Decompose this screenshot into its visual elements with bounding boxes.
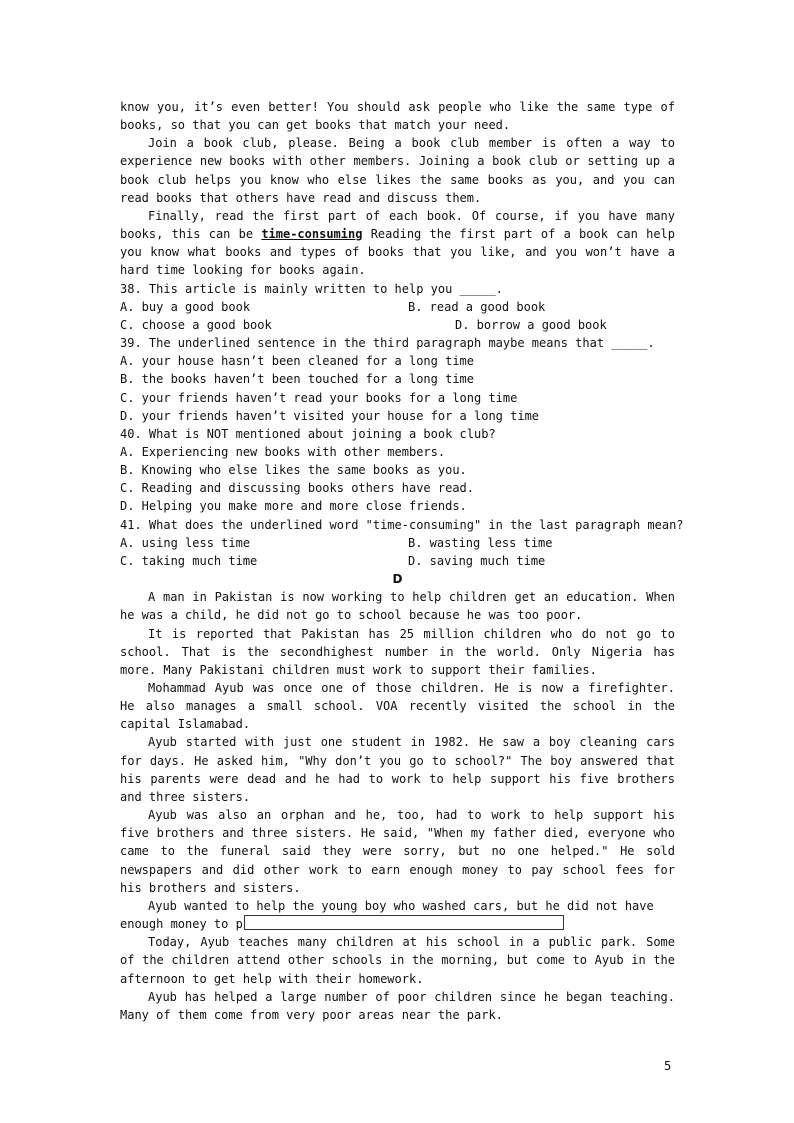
option-c: C. choose a good book [120, 317, 272, 332]
underlined-word: time-consuming [261, 227, 363, 242]
paragraph-text: Reading the first part of a book can help you know what books and types of books that you like, and you won’t have a hard time looking for books again. [120, 227, 675, 278]
passage-d-paragraph: Ayub was also an orphan and he, too, had to work to help support his five brothers and three sisters. He said, "When my father died, everyone who came to the funeral said they were sorry, but no one helped." He sold newspapers and did other work to earn enough money to pay school fees for his brothers and sisters. [120, 808, 675, 895]
option-row [120, 316, 675, 334]
passage-c-paragraph: know you, it’s even better! You should ask people who like the same type of books, so that you can get books that match your need. [120, 100, 675, 133]
passage-heading: D [392, 572, 403, 587]
question-stem: 41. What does the underlined word "time-consuming" in the last paragraph mean? [120, 517, 684, 532]
option-row [120, 534, 675, 552]
option-b: B. read a good book [408, 299, 546, 314]
option-d: D. borrow a good book [455, 317, 607, 332]
paragraph-text: Finally, read the first part of each book. Of course, if you have many books, this can be [120, 208, 675, 242]
passage-d-paragraph: Ayub has helped a large number of poor children since he began teaching. Many of them come from very poor areas near the park. [120, 989, 675, 1022]
passage-d-paragraph: Today, Ayub teaches many children at his school in a public park. Some of the children attend other schools in the morning, but come to Ayub in the afternoon to get help with their homework. [120, 935, 675, 986]
question-stem: 39. The underlined sentence in the third paragraph maybe means that _____. [120, 336, 655, 351]
passage-d-paragraph: Ayub wanted to help the young boy who washed cars, but he did not have [148, 898, 654, 913]
answer-blank-box[interactable] [244, 915, 564, 930]
option-a: A. buy a good book [120, 299, 251, 314]
option-a: A. Experiencing new books with other members. [120, 444, 446, 459]
option-d: D. your friends haven’t visited your house for a long time [120, 408, 540, 423]
option-b: B. Knowing who else likes the same books as you. [120, 463, 467, 478]
option-row [120, 552, 675, 570]
option-c: C. Reading and discussing books others have read. [120, 481, 475, 496]
passage-c-paragraph [120, 207, 675, 280]
option-row [120, 298, 675, 316]
paragraph-text: enough money to p [120, 917, 243, 932]
passage-c-paragraph: Join a book club, please. Being a book club member is often a way to experience new books with other members. Joining a book club or setting up a book club helps you know who else likes the same books as you, and you can read books that others have read and discuss them. [120, 136, 675, 205]
passage-d-paragraph: A man in Pakistan is now working to help children get an education. When he was a child, he did not go to school because he was too poor. [120, 590, 675, 623]
passage-d-line [120, 915, 675, 933]
passage-d-paragraph: Mohammad Ayub was once one of those children. He is now a firefighter. He also manages a small school. VOA recently visited the school in the capital Islamabad. [120, 681, 675, 732]
option-b: B. the books haven’t been touched for a long time [120, 372, 475, 387]
option-d: D. saving much time [408, 553, 546, 568]
document-page [120, 98, 684, 1024]
passage-d-paragraph: It is reported that Pakistan has 25 million children who do not go to school. That is the secondhighest number in the world. Only Nigeria has more. Many Pakistani children must work to support their families. [120, 626, 675, 677]
passage-d-paragraph: Ayub started with just one student in 1982. He saw a boy cleaning cars for days. He asked him, "Why don’t you go to school?" The boy answered that his parents were dead and he had to work to help support his five brothers and three sisters. [120, 735, 675, 804]
question-stem: 40. What is NOT mentioned about joining a book club? [120, 426, 496, 441]
option-b: B. wasting less time [408, 535, 553, 550]
option-a: A. using less time [120, 535, 251, 550]
option-a: A. your house hasn’t been cleaned for a long time [120, 354, 475, 369]
option-c: C. your friends haven’t read your books for a long time [120, 390, 518, 405]
option-c: C. taking much time [120, 553, 258, 568]
option-d: D. Helping you make more and more close friends. [120, 499, 467, 514]
question-stem: 38. This article is mainly written to help you _____. [120, 281, 503, 296]
page-number: 5 [664, 1059, 672, 1073]
